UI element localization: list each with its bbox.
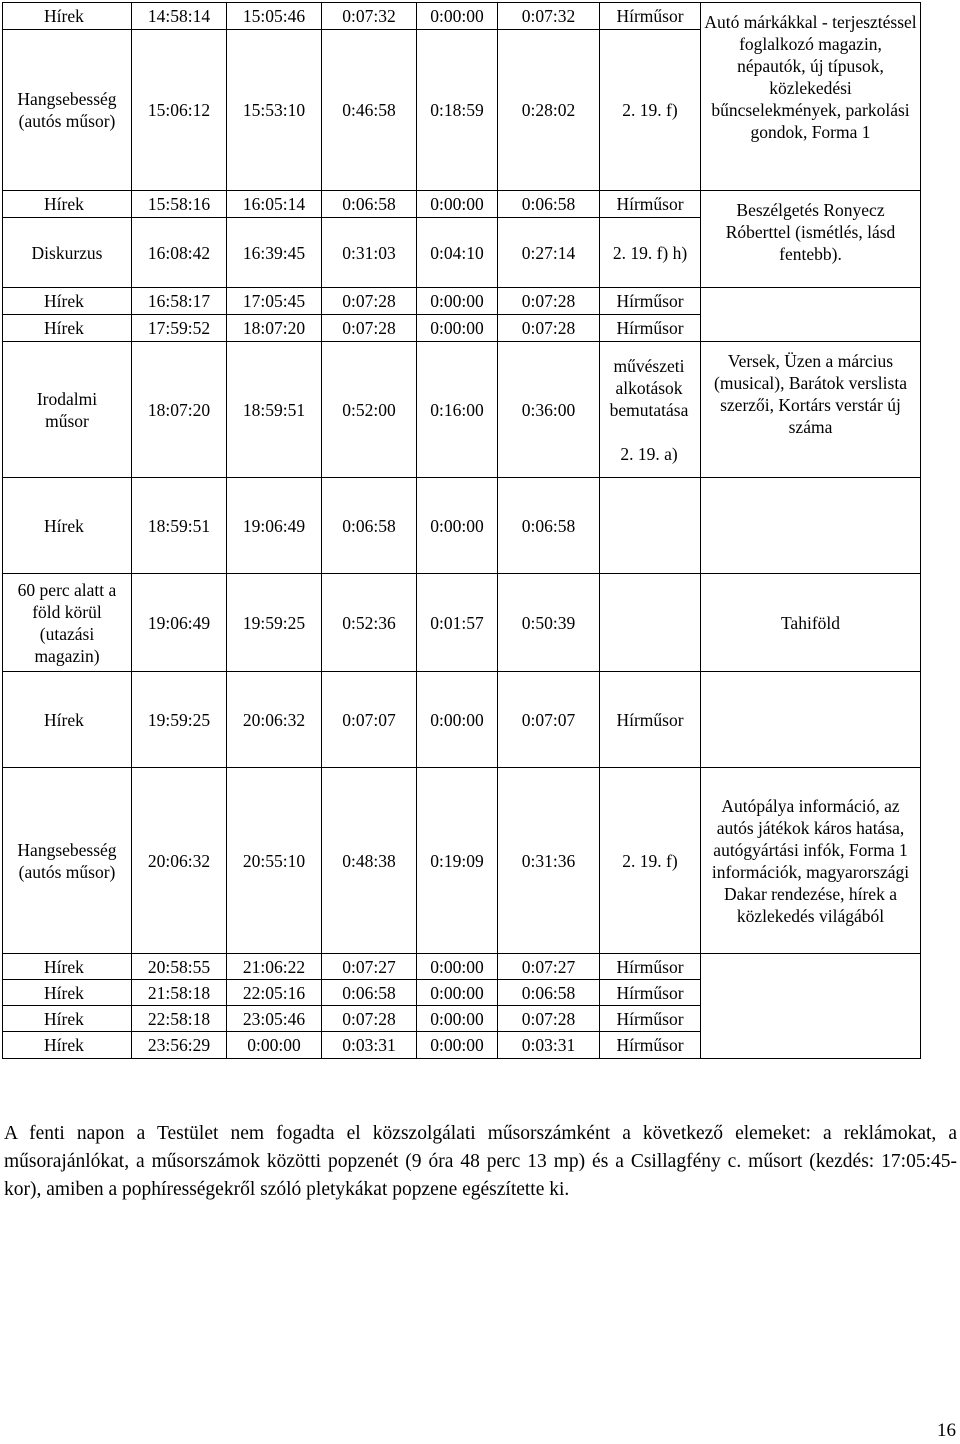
end-time: 15:05:46	[227, 3, 322, 30]
end-time: 20:55:10	[227, 768, 322, 954]
start-time: 19:59:25	[132, 672, 227, 768]
program-name: Hírek	[3, 478, 132, 574]
category: Hírműsor	[600, 672, 701, 768]
ad-time: 0:00:00	[417, 672, 498, 768]
description: Autópálya információ, az autós játékok káros hatása, autógyártási infók, Forma 1 információk, magyarországi Dakar rendezése, hírek a közlekedés világából	[701, 768, 921, 954]
table-row	[3, 342, 921, 478]
start-time: 20:58:55	[132, 954, 227, 980]
category: Hírműsor	[600, 3, 701, 30]
end-time: 23:05:46	[227, 1006, 322, 1032]
start-time: 14:58:14	[132, 3, 227, 30]
program-name: Hangsebesség (autós műsor)	[3, 30, 132, 191]
ad-time: 0:00:00	[417, 315, 498, 342]
net-time: 0:07:28	[498, 1006, 600, 1032]
description	[701, 478, 921, 574]
program-name: Hírek	[3, 288, 132, 315]
net-time: 0:07:28	[498, 315, 600, 342]
page-number: 16	[937, 1420, 956, 1441]
net-time: 0:31:36	[498, 768, 600, 954]
ad-time: 0:00:00	[417, 3, 498, 30]
net-time: 0:03:31	[498, 1032, 600, 1059]
program-name: Hírek	[3, 3, 132, 30]
table-row	[3, 478, 921, 574]
category: Hírműsor	[600, 1006, 701, 1032]
duration: 0:07:32	[322, 3, 417, 30]
end-time: 17:05:45	[227, 288, 322, 315]
end-time: 20:06:32	[227, 672, 322, 768]
start-time: 18:59:51	[132, 478, 227, 574]
end-time: 18:59:51	[227, 342, 322, 478]
start-time: 20:06:32	[132, 768, 227, 954]
ad-time: 0:00:00	[417, 954, 498, 980]
table-row	[3, 288, 921, 315]
net-time: 0:50:39	[498, 574, 600, 672]
duration: 0:07:07	[322, 672, 417, 768]
category: Hírműsor	[600, 315, 701, 342]
body-paragraph: A fenti napon a Testület nem fogadta el közszolgálati műsorszámként a következő elemeket: a reklámokat, a műsorajánlókat, a műsorszámok közötti popzenét (9 óra 48 perc 13 mp) és a Csillagfény c. műsort (kezdés: 17:05:45-kor), amiben a pophírességekről szóló pletykákat popzene egészítette ki.	[4, 1123, 957, 1200]
duration: 0:07:28	[322, 315, 417, 342]
duration: 0:07:28	[322, 1006, 417, 1032]
category: Hírműsor	[600, 191, 701, 218]
start-time: 22:58:18	[132, 1006, 227, 1032]
table-row	[3, 191, 921, 218]
description: Tahiföld	[701, 574, 921, 672]
category: Hírműsor	[600, 288, 701, 315]
description	[701, 954, 921, 1059]
ad-time: 0:19:09	[417, 768, 498, 954]
end-time: 19:06:49	[227, 478, 322, 574]
program-name: Diskurzus	[3, 218, 132, 288]
program-name: Hírek	[3, 191, 132, 218]
program-name: Hírek	[3, 954, 132, 980]
table-row	[3, 3, 921, 30]
start-time: 15:58:16	[132, 191, 227, 218]
net-time: 0:07:27	[498, 954, 600, 980]
ad-time: 0:01:57	[417, 574, 498, 672]
start-time: 16:08:42	[132, 218, 227, 288]
start-time: 21:58:18	[132, 980, 227, 1006]
program-name: Irodalmi műsor	[3, 342, 132, 478]
end-time: 22:05:16	[227, 980, 322, 1006]
duration: 0:52:00	[322, 342, 417, 478]
duration: 0:07:28	[322, 288, 417, 315]
table-row	[3, 574, 921, 672]
net-time: 0:06:58	[498, 191, 600, 218]
duration: 0:06:58	[322, 478, 417, 574]
ad-time: 0:00:00	[417, 478, 498, 574]
end-time: 18:07:20	[227, 315, 322, 342]
program-name: Hírek	[3, 980, 132, 1006]
ad-time: 0:18:59	[417, 30, 498, 191]
start-time: 16:58:17	[132, 288, 227, 315]
description	[701, 672, 921, 768]
program-name: 60 perc alatt a föld körül (utazási magazin)	[3, 574, 132, 672]
duration: 0:03:31	[322, 1032, 417, 1059]
category	[600, 574, 701, 672]
duration: 0:06:58	[322, 191, 417, 218]
program-name: Hírek	[3, 315, 132, 342]
net-time: 0:07:32	[498, 3, 600, 30]
end-time: 0:00:00	[227, 1032, 322, 1059]
start-time: 19:06:49	[132, 574, 227, 672]
category: művészeti alkotások bemutatása 2. 19. a)	[600, 342, 701, 478]
category: 2. 19. f)	[600, 30, 701, 191]
category: Hírműsor	[600, 954, 701, 980]
description: Beszélgetés Ronyecz Róberttel (ismétlés, lásd fentebb).	[701, 191, 921, 288]
ad-time: 0:00:00	[417, 1032, 498, 1059]
duration: 0:06:58	[322, 980, 417, 1006]
program-name: Hírek	[3, 672, 132, 768]
end-time: 16:39:45	[227, 218, 322, 288]
category: Hírműsor	[600, 1032, 701, 1059]
table-row	[3, 954, 921, 980]
net-time: 0:07:07	[498, 672, 600, 768]
description	[701, 288, 921, 342]
ad-time: 0:00:00	[417, 191, 498, 218]
net-time: 0:06:58	[498, 478, 600, 574]
ad-time: 0:00:00	[417, 980, 498, 1006]
ad-time: 0:04:10	[417, 218, 498, 288]
ad-time: 0:16:00	[417, 342, 498, 478]
program-name: Hírek	[3, 1032, 132, 1059]
schedule-table	[2, 2, 921, 1059]
end-time: 15:53:10	[227, 30, 322, 191]
net-time: 0:06:58	[498, 980, 600, 1006]
start-time: 18:07:20	[132, 342, 227, 478]
table-row	[3, 768, 921, 954]
duration: 0:52:36	[322, 574, 417, 672]
ad-time: 0:00:00	[417, 1006, 498, 1032]
program-name: Hangsebesség (autós műsor)	[3, 768, 132, 954]
net-time: 0:28:02	[498, 30, 600, 191]
net-time: 0:07:28	[498, 288, 600, 315]
duration: 0:31:03	[322, 218, 417, 288]
category: 2. 19. f)	[600, 768, 701, 954]
start-time: 23:56:29	[132, 1032, 227, 1059]
start-time: 15:06:12	[132, 30, 227, 191]
program-name: Hírek	[3, 1006, 132, 1032]
duration: 0:46:58	[322, 30, 417, 191]
duration: 0:07:27	[322, 954, 417, 980]
category: Hírműsor	[600, 980, 701, 1006]
end-time: 19:59:25	[227, 574, 322, 672]
start-time: 17:59:52	[132, 315, 227, 342]
table-row	[3, 672, 921, 768]
net-time: 0:36:00	[498, 342, 600, 478]
description: Autó márkákkal - terjesztéssel foglalkozó magazin, népautók, új típusok, közlekedési bűncselekmények, parkolási gondok, Forma 1	[701, 3, 921, 191]
description: Versek, Üzen a március (musical), Barátok verslista szerzői, Kortárs verstár új száma	[701, 342, 921, 478]
duration: 0:48:38	[322, 768, 417, 954]
net-time: 0:27:14	[498, 218, 600, 288]
category: 2. 19. f) h)	[600, 218, 701, 288]
end-time: 21:06:22	[227, 954, 322, 980]
category	[600, 478, 701, 574]
ad-time: 0:00:00	[417, 288, 498, 315]
end-time: 16:05:14	[227, 191, 322, 218]
